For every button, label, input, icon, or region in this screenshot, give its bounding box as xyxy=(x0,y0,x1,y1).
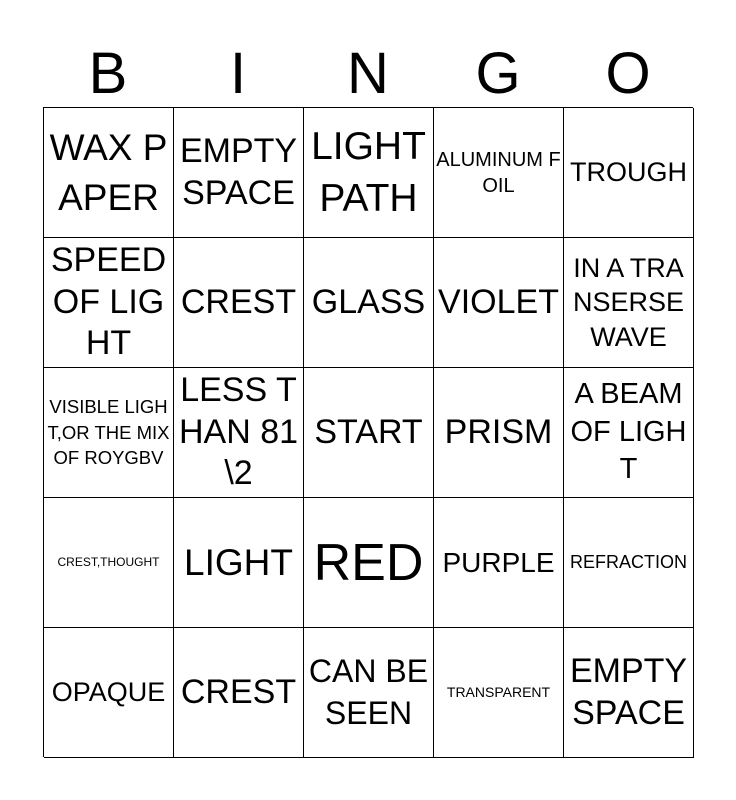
bingo-cell[interactable] xyxy=(174,498,304,628)
cell-text: GLASS xyxy=(311,282,426,321)
cell-text: OPAQUE xyxy=(51,677,166,708)
bingo-cell[interactable] xyxy=(304,498,434,628)
cell-text: TROUGH xyxy=(570,157,687,188)
bingo-cell[interactable] xyxy=(564,628,694,758)
bingo-cell[interactable] xyxy=(434,108,564,238)
cell-text: LIGHT PATH xyxy=(311,125,426,220)
bingo-cell[interactable] xyxy=(434,498,564,628)
header-letter-n: N xyxy=(347,41,389,106)
cell-text: CREST,THOUGHT xyxy=(57,555,160,570)
bingo-cell[interactable] xyxy=(44,628,174,758)
bingo-cell[interactable] xyxy=(434,368,564,498)
bingo-cell[interactable] xyxy=(434,628,564,758)
cell-text: LIGHT xyxy=(184,541,293,583)
cell-text: PURPLE xyxy=(442,546,555,578)
bingo-cell[interactable] xyxy=(304,628,434,758)
cell-text: IN A TRANSERSE WAVE xyxy=(572,253,685,352)
bingo-cell[interactable] xyxy=(174,368,304,498)
bingo-cell[interactable] xyxy=(564,108,694,238)
bingo-cell[interactable] xyxy=(434,238,564,368)
bingo-cell[interactable] xyxy=(304,238,434,368)
bingo-cell[interactable] xyxy=(564,368,694,498)
bingo-cell[interactable] xyxy=(174,108,304,238)
cell-text: EMPTY SPACE xyxy=(179,132,298,212)
cell-text: WAX PAPER xyxy=(49,126,168,218)
cell-text: REFRACTION xyxy=(570,552,687,573)
bingo-header xyxy=(43,40,693,108)
cell-text: CREST xyxy=(180,282,297,321)
cell-text: A BEAM OF LIGHT xyxy=(570,377,687,486)
cell-text: ALUMINUM FOIL xyxy=(436,148,561,197)
bingo-cell[interactable] xyxy=(44,238,174,368)
bingo-cell[interactable] xyxy=(174,238,304,368)
header-letter-g: G xyxy=(475,41,521,106)
cell-text: RED xyxy=(313,533,424,592)
cell-text: SPEED OF LIGHT xyxy=(50,241,167,363)
bingo-card-grid xyxy=(43,107,693,757)
header-letter-o: O xyxy=(605,41,651,106)
cell-text: TRANSPARENT xyxy=(446,684,551,701)
header-letter-i: I xyxy=(229,41,247,106)
bingo-cell[interactable] xyxy=(44,108,174,238)
bingo-cell[interactable] xyxy=(174,628,304,758)
bingo-cell[interactable] xyxy=(304,108,434,238)
cell-text: START xyxy=(314,412,423,451)
cell-text: VIOLET xyxy=(438,282,559,321)
cell-text: CAN BE SEEN xyxy=(308,652,429,731)
cell-text: CREST xyxy=(180,672,297,711)
cell-text: VISIBLE LIGHT,OR THE MIX OF ROYGBV xyxy=(47,396,170,469)
cell-text: EMPTY SPACE xyxy=(569,652,688,732)
bingo-cell[interactable] xyxy=(44,368,174,498)
header-letter-b: B xyxy=(88,41,128,106)
bingo-cell[interactable] xyxy=(304,368,434,498)
cell-text: PRISM xyxy=(444,412,553,451)
bingo-cell[interactable] xyxy=(564,238,694,368)
bingo-cell[interactable] xyxy=(564,498,694,628)
bingo-cell[interactable] xyxy=(44,498,174,628)
cell-text: LESS THAN 81\2 xyxy=(178,371,299,493)
